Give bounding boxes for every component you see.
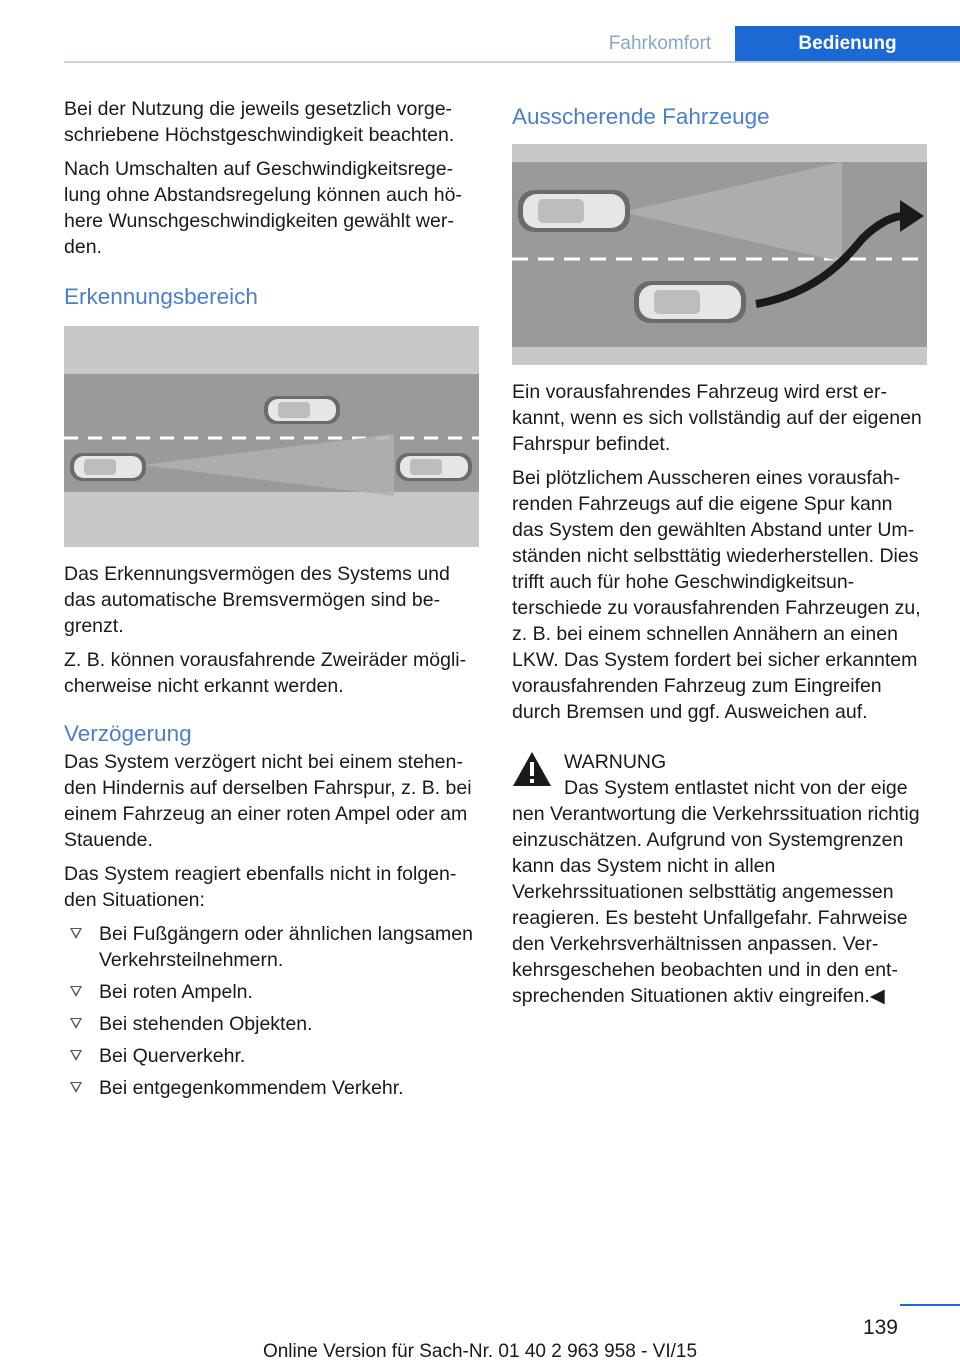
situations-list: [64, 921, 479, 1101]
list-item: Bei roten Ampeln.: [64, 979, 479, 1005]
car-icon: [518, 190, 630, 232]
paragraph-cruise-switch: Nach Umschalten auf Geschwindigkeitsregelung ohne Abstandsregelung können auch höhere Wunschgeschwindigkeiten gewählt werden.: [64, 158, 462, 258]
car-icon: [70, 453, 146, 481]
page-number: 139: [862, 1316, 898, 1339]
warning-first-line: Das System entlastet nicht von der eige: [564, 777, 908, 799]
tab-bedienung[interactable]: Bedienung: [735, 26, 960, 62]
heading-erkennungsbereich: Erkennungsbereich: [64, 284, 258, 309]
warning-title: WARNUNG: [564, 751, 667, 773]
list-item: Bei Querverkehr.: [64, 1043, 479, 1069]
car-icon: [634, 281, 746, 323]
figure-cutting-out-vehicles: [512, 144, 927, 365]
figure-detection-range: [64, 326, 479, 547]
left-column: [64, 96, 479, 1107]
list-item: Bei stehenden Objekten.: [64, 1011, 479, 1037]
paragraph-cut-in: Bei plötzlichem Ausscheren eines vorausfahrenden Fahrzeugs auf die eigene Spur kann das System den gewählten Abstand unter Umständen nicht selbsttätig wiederherstellen. Dies trifft auch für hohe Geschwindigkeitsunterschiede zu vorausfahrenden Fahrzeugen zu, z. B. bei einem schnellen Annähern an einen LKW. Das System fordert bei sicher erkanntem vorausfahrenden Fahrzeug zum Eingreifen durch Bremsen und ggf. Ausweichen auf.: [512, 467, 921, 723]
bullet-triangle-icon: [70, 1050, 82, 1061]
header-tabs: [585, 26, 960, 62]
header-rule: [64, 61, 960, 63]
bullet-triangle-icon: [70, 1082, 82, 1093]
warning-text: nen Verantwortung die Verkehrssituation richtig einzuschätzen. Aufgrund von Systemgrenzen kann das System nicht in allen Verkehrssituationen selbsttätig angemessen reagieren. Es besteht Unfallgefahr. Fahrweise den Verkehrsverhältnissen anpassen. Verkehrsgeschehen beobachten und in den entsprechenden Situationen aktiv eingreifen.◀: [512, 803, 920, 1007]
heading-verzoegerung: Verzögerung: [64, 721, 192, 746]
right-column: [512, 102, 927, 1017]
warning-block: [512, 749, 927, 1009]
page-number-rule: [900, 1304, 960, 1306]
list-item: Bei Fußgängern oder ähnlichen langsamen Verkehrsteilnehmern.: [64, 921, 479, 973]
tab-fahrkomfort[interactable]: Fahrkomfort: [608, 33, 712, 54]
paragraph-two-wheelers: Z. B. können vorausfahrende Zweiräder möglicherweise nicht erkannt werden.: [64, 649, 467, 697]
paragraph-speed-limit: Bei der Nutzung die jeweils gesetzlich vorgeschriebene Höchstgeschwindigkeit beachten.: [64, 98, 455, 146]
warning-triangle-icon: [512, 751, 552, 787]
bullet-triangle-icon: [70, 986, 82, 997]
paragraph-limits: Das Erkennungsvermögen des Systems und das automatische Bremsvermögen sind begrenzt.: [64, 563, 450, 637]
paragraph-detection: Ein vorausfahrendes Fahrzeug wird erst erkannt, wenn es sich vollständig auf der eigenen Fahrspur befindet.: [512, 381, 922, 455]
paragraph-obstacle: Das System verzögert nicht bei einem stehenden Hindernis auf derselben Fahrspur, z. B. bei einem Fahrzeug an einer roten Ampel oder am Stauende.: [64, 751, 472, 851]
bullet-triangle-icon: [70, 928, 82, 939]
bullet-triangle-icon: [70, 1018, 82, 1029]
car-icon: [396, 453, 472, 481]
paragraph-situations: Das System reagiert ebenfalls nicht in folgenden Situationen:: [64, 863, 457, 911]
footer-version: Online Version für Sach-Nr. 01 40 2 963 958 - VI/15: [262, 1341, 698, 1362]
heading-ausscherende-fahrzeuge: Ausscherende Fahrzeuge: [512, 104, 770, 129]
list-item: Bei entgegenkommendem Verkehr.: [64, 1075, 479, 1101]
car-icon: [264, 396, 340, 424]
